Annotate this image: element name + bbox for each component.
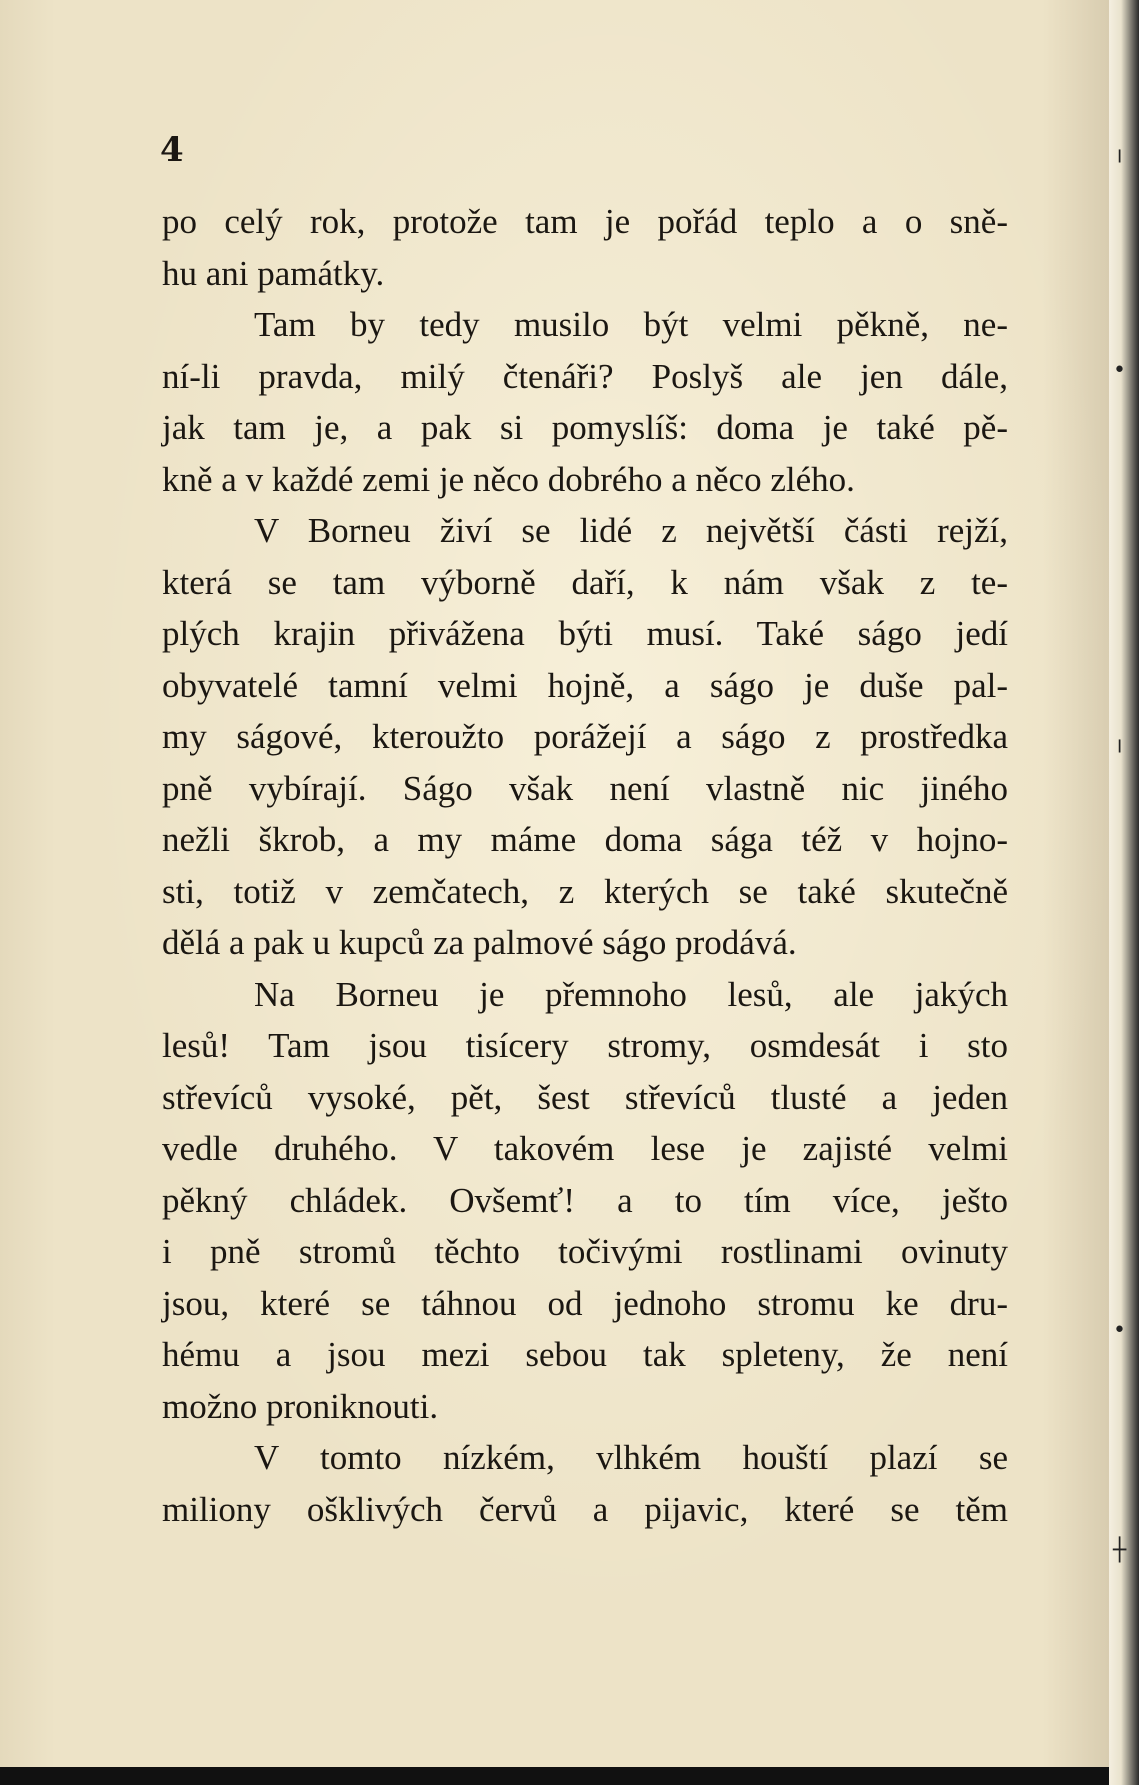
text-line: obyvatelé tamní velmi hojně, a ságo je duše pal- (162, 665, 1008, 705)
binding-mark: • (1113, 1318, 1126, 1343)
text-line: dělá a pak u kupců za palmové ságo prodává. (162, 923, 797, 962)
text-line: V Borneu živí se lidé z největší části rejží, (254, 511, 1008, 550)
text-line: pně vybírají. Ságo však není vlastně nic jiného (162, 768, 1008, 808)
text-line: možno proniknouti. (162, 1386, 439, 1426)
text-line: kně a v každé zemi je něco dobrého a něco zlého. (162, 459, 855, 499)
binding-mark: ╷ (1113, 728, 1127, 753)
text-line: hu ani památky. (162, 253, 385, 293)
text-line: i pně stromů těchto točivými rostlinami ovinuty (162, 1232, 1008, 1271)
text-line: sti, totiž v zemčatech, z kterých se také skutečně (162, 871, 1008, 911)
text-line: V tomto nízkém, vlhkém houští plazí se (254, 1438, 1008, 1477)
text-line: která se tam výborně daří, k nám však z te- (162, 562, 1008, 602)
text-line: miliony ošklivých červů a pijavic, které se těm (162, 1489, 1008, 1529)
scan-edge (0, 1767, 1109, 1785)
text-line: ní-li pravda, milý čtenáři? Poslyš ale jen dále, (162, 356, 1008, 396)
text-line: Tam by tedy musilo být velmi pěkně, ne- (254, 305, 1008, 344)
binding-gutter (1109, 0, 1139, 1785)
text-line: Na Borneu je přemnoho lesů, ale jakých (254, 974, 1008, 1014)
text-line: střevíců vysoké, pět, šest střevíců tlusté a jeden (162, 1077, 1008, 1117)
text-line: hému a jsou mezi sebou tak spleteny, že není (162, 1335, 1008, 1374)
text-line: jak tam je, a pak si pomyslíš: doma je také pě- (162, 408, 1008, 447)
body-text (162, 196, 1008, 1535)
binding-mark: ╷ (1113, 138, 1127, 163)
text-line: lesů! Tam jsou tisícery stromy, osmdesát i sto (162, 1026, 1008, 1065)
text-line: pěkný chládek. Ovšemť! a to tím více, ješto (162, 1180, 1008, 1220)
page-number: 4 (160, 130, 184, 170)
text-line: plých krajin přivážena býti musí. Také ságo jedí (162, 614, 1008, 653)
text-line: vedle druhého. V takovém lese je zajisté velmi (162, 1129, 1008, 1168)
text-line: my ságové, kteroužto porážejí a ságo z prostředka (162, 717, 1008, 756)
text-line: jsou, které se táhnou od jednoho stromu ke dru- (162, 1283, 1008, 1323)
binding-mark: • (1113, 358, 1126, 383)
text-line: nežli škrob, a my máme doma sága též v hojno- (162, 820, 1008, 859)
text-line: po celý rok, protože tam je pořád teplo a o sně- (162, 202, 1008, 241)
binding-mark: ┼ (1113, 1538, 1127, 1563)
